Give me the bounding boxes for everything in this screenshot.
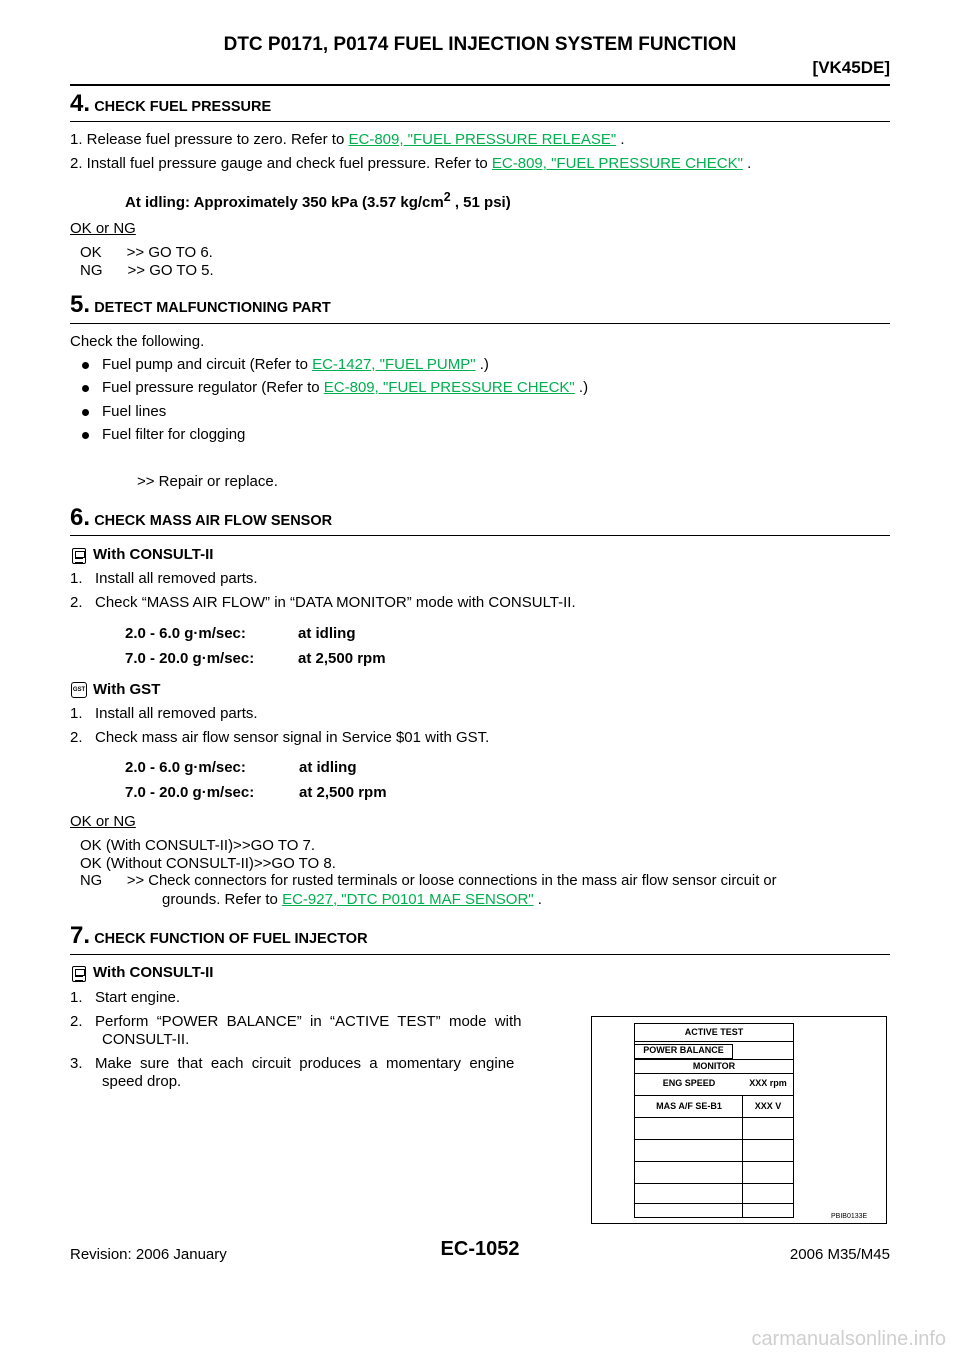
step-5-bullet-4: Fuel filter for clogging xyxy=(102,426,246,443)
step-6-ok-1: OK (With CONSULT-II)>>GO TO 7. xyxy=(80,837,316,854)
step-5-bullet-2: Fuel pressure regulator (Refer to EC-809, "FUEL PRESSURE CHECK" .) xyxy=(102,379,589,396)
consult-spec-2-range: 7.0 - 20.0 g·m/sec: xyxy=(125,650,255,667)
engine-code: [VK45DE] xyxy=(812,58,890,77)
bullet xyxy=(82,409,89,416)
step-4-line-2: 2. Install fuel pressure gauge and check fuel pressure. Refer to EC-809, "FUEL PRESSURE CHECK" . xyxy=(70,155,752,172)
figure-code: PBIB0133E xyxy=(831,1213,868,1220)
link-fuel-pressure-release[interactable]: EC-809, "FUEL PRESSURE RELEASE" xyxy=(348,131,617,148)
step-4-line-1: 1. Release fuel pressure to zero. Refer to EC-809, "FUEL PRESSURE RELEASE" . xyxy=(70,131,625,148)
step-7-heading: 7. CHECK FUNCTION OF FUEL INJECTOR xyxy=(70,922,368,949)
step-7-line-2a: 2. Perform “POWER BALANCE” in “ACTIVE TEST” mode with xyxy=(70,1013,522,1030)
consult-screen xyxy=(634,1023,794,1218)
maf-label: MAS A/F SE-B1 xyxy=(656,1101,722,1111)
step-4-heading: 4. CHECK FUEL PRESSURE xyxy=(70,90,272,117)
gst-spec-2-cond: at 2,500 rpm xyxy=(299,784,387,801)
step-7-line-2b: CONSULT-II. xyxy=(102,1031,190,1048)
consult-icon xyxy=(72,548,86,564)
revision-date: Revision: 2006 January xyxy=(70,1246,227,1263)
consult-icon xyxy=(72,966,86,982)
step-6-ok-2: OK (Without CONSULT-II)>>GO TO 8. xyxy=(80,855,336,872)
step-7-line-3a: 3. Make sure that each circuit produces a momentary engine xyxy=(70,1055,515,1072)
bullet xyxy=(82,432,89,439)
step-7-rule xyxy=(70,954,890,955)
link-fuel-pump[interactable]: EC-1427, "FUEL PUMP" xyxy=(312,356,476,373)
link-fuel-pressure-check-2[interactable]: EC-809, "FUEL PRESSURE CHECK" xyxy=(323,379,575,396)
step-6-ok-ng: OK or NG xyxy=(70,813,136,830)
step-7-line-3b: speed drop. xyxy=(102,1073,182,1090)
step-5-heading: 5. DETECT MALFUNCTIONING PART xyxy=(70,291,331,318)
page-number: EC-1052 xyxy=(440,1238,520,1260)
step-6-ng-2: grounds. Refer to EC-927, "DTC P0101 MAF SENSOR" . xyxy=(162,891,542,908)
consult-spec-1-cond: at idling xyxy=(298,625,356,642)
step-4-rule xyxy=(70,121,890,122)
header-rule xyxy=(70,84,890,86)
step-4-ok: OK >> GO TO 6. xyxy=(80,244,213,261)
watermark: carmanualsonline.info xyxy=(751,1328,946,1350)
eng-speed-label: ENG SPEED xyxy=(662,1078,716,1088)
link-maf-sensor[interactable]: EC-927, "DTC P0101 MAF SENSOR" xyxy=(282,891,534,908)
step-5-rule xyxy=(70,323,890,324)
step-6-consult-1: 1. Install all removed parts. xyxy=(70,570,258,587)
with-gst-label: With GST xyxy=(93,681,161,698)
step-5-bullet-1: Fuel pump and circuit (Refer to EC-1427, "FUEL PUMP" .) xyxy=(102,356,489,373)
step-5-result: >> Repair or replace. xyxy=(137,473,278,490)
screen-column-divider xyxy=(742,1096,743,1218)
link-fuel-pressure-check[interactable]: EC-809, "FUEL PRESSURE CHECK" xyxy=(491,155,743,172)
eng-speed-value: XXX rpm xyxy=(749,1078,787,1088)
step-5-intro: Check the following. xyxy=(70,333,205,350)
active-test-label: ACTIVE TEST xyxy=(684,1027,744,1037)
monitor-label: MONITOR xyxy=(692,1061,736,1071)
gst-icon: GST xyxy=(71,682,87,698)
step-6-gst-2: 2. Check mass air flow sensor signal in Service $01 with GST. xyxy=(70,729,490,746)
step-6-rule xyxy=(70,535,890,536)
step-4-spec: At idling: Approximately 350 kPa (3.57 $kg/cm^2$ , 51 psi) xyxy=(125,190,511,211)
maf-value: XXX V xyxy=(754,1101,782,1111)
gst-spec-2-range: 7.0 - 20.0 g·m/sec: xyxy=(125,784,255,801)
step-7-line-1: 1. Start engine. xyxy=(70,989,181,1006)
step-4-ng: NG >> GO TO 5. xyxy=(80,262,214,279)
step-6-heading: 6. CHECK MASS AIR FLOW SENSOR xyxy=(70,504,333,531)
step-6-consult-2: 2. Check “MASS AIR FLOW” in “DATA MONITOR” mode with CONSULT-II. xyxy=(70,594,576,611)
power-balance-label: POWER BALANCE xyxy=(635,1044,733,1059)
step-5-bullet-3: Fuel lines xyxy=(102,403,167,420)
consult-spec-2-cond: at 2,500 rpm xyxy=(298,650,386,667)
with-consult-label: With CONSULT-II xyxy=(93,964,214,981)
bullet xyxy=(82,385,89,392)
consult-spec-1-range: 2.0 - 6.0 g·m/sec: xyxy=(125,625,246,642)
step-6-ng-1: NG >> Check connectors for rusted terminals or loose connections in the mass air flow sensor circuit or xyxy=(80,873,777,889)
model-name: 2006 M35/M45 xyxy=(789,1246,890,1263)
step-6-gst-1: 1. Install all removed parts. xyxy=(70,705,258,722)
with-consult-label: With CONSULT-II xyxy=(93,546,214,563)
gst-spec-1-cond: at idling xyxy=(299,759,357,776)
gst-spec-1-range: 2.0 - 6.0 g·m/sec: xyxy=(125,759,246,776)
step-4-ok-ng: OK or NG xyxy=(70,220,136,237)
bullet xyxy=(82,362,89,369)
page-title: DTC P0171, P0174 FUEL INJECTION SYSTEM FUNCTION xyxy=(223,34,737,55)
